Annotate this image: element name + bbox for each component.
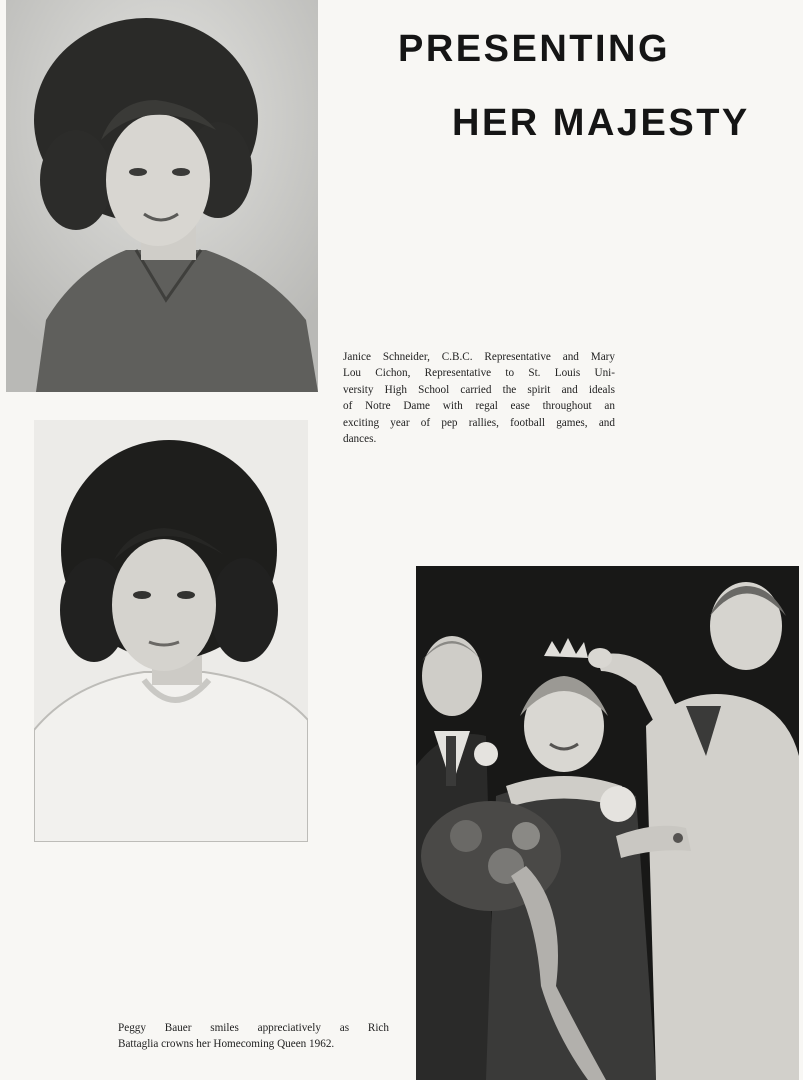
page-title-line-1: PRESENTING <box>398 28 671 70</box>
caption-line: Janice Schneider, C.B.C. Representative and Mary <box>343 351 615 363</box>
representatives-caption <box>343 349 615 447</box>
caption-line: dances. <box>343 433 377 446</box>
caption-line: Peggy Bauer smiles appreciatively as Rich <box>118 1022 389 1034</box>
crowning-photo <box>416 566 799 1080</box>
crowning-caption <box>118 1020 389 1053</box>
caption-line: Battaglia crowns her Homecoming Queen 1962. <box>118 1038 335 1051</box>
caption-line: exciting year of pep rallies, football games, and <box>343 416 615 429</box>
portrait-photo-top <box>6 0 318 392</box>
caption-line: of Notre Dame with regal ease throughout an <box>343 400 615 413</box>
caption-line: Lou Cichon, Representative to St. Louis Uni- <box>343 367 615 380</box>
page-title-line-2: HER MAJESTY <box>452 102 750 144</box>
portrait-photo-bottom <box>34 420 308 842</box>
caption-line: versity High School carried the spirit and ideals <box>343 383 615 396</box>
